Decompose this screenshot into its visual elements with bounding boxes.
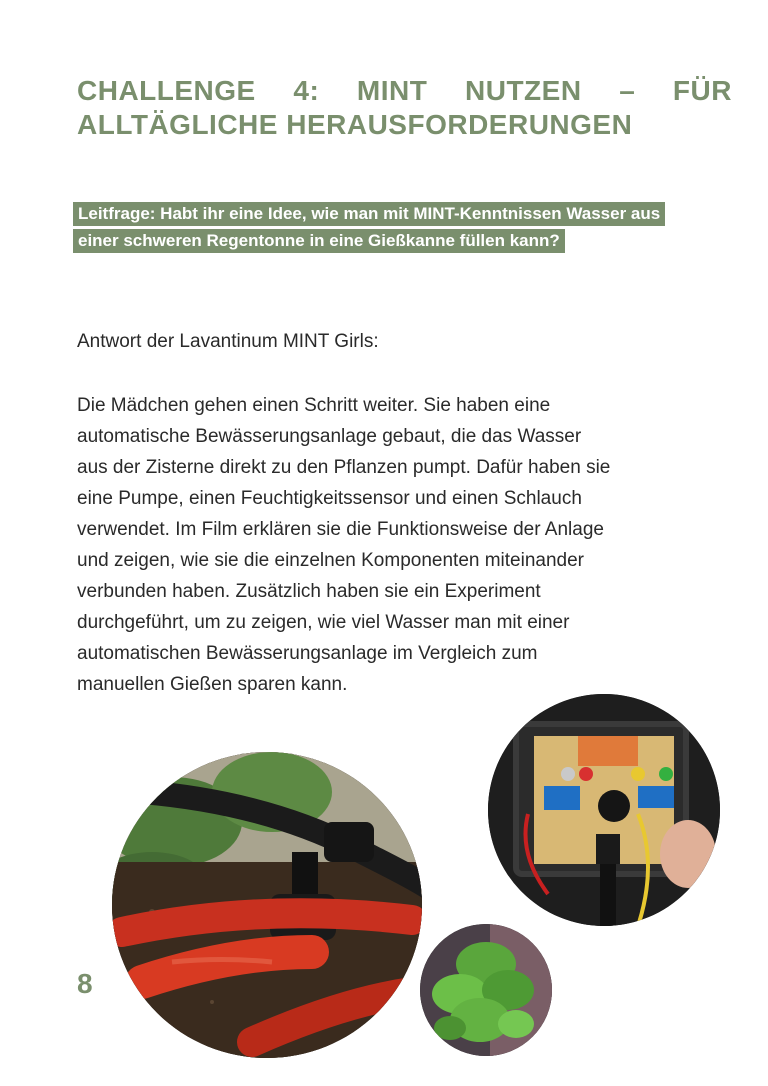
title-word: FÜR <box>672 75 732 106</box>
title-line-2: ALLTÄGLICHE HERAUSFORDERUNGEN <box>77 109 633 140</box>
title-line-1 <box>77 74 732 108</box>
body-line: automatischen Bewässerungsanlage im Vergleich zum <box>77 643 538 664</box>
photo-basil-plant <box>420 924 552 1056</box>
leitfrage-box <box>73 200 683 254</box>
body-line: Die Mädchen gehen einen Schritt weiter. Sie haben eine <box>77 395 551 416</box>
body-line: manuellen Gießen sparen kann. <box>77 674 348 695</box>
title-word: 4: <box>293 75 320 106</box>
body-line: und zeigen, wie sie die einzelnen Komponenten miteinander <box>77 550 585 571</box>
answer-label: Antwort der Lavantinum MINT Girls: <box>77 331 379 352</box>
title-word: MINT <box>356 75 428 106</box>
photo-circuit-board <box>488 694 720 926</box>
body-line: verbunden haben. Zusätzlich haben sie ein Experiment <box>77 581 541 602</box>
title-word: – <box>619 75 636 106</box>
leitfrage-text: Leitfrage: Habt ihr eine Idee, wie man mit MINT-Kenntnissen Wasser aus einer schweren Regentonne in eine Gießkanne füllen kann? <box>73 202 665 253</box>
page-title <box>77 74 732 142</box>
body-line: durchgeführt, um zu zeigen, wie viel Wasser man mit einer <box>77 612 570 633</box>
title-word: NUTZEN <box>465 75 582 106</box>
photo-drip-irrigation <box>112 752 422 1058</box>
page-number: 8 <box>77 968 93 999</box>
body-line: automatische Bewässerungsanlage gebaut, die das Wasser <box>77 426 582 447</box>
answer-body <box>77 390 687 700</box>
body-line: eine Pumpe, einen Feuchtigkeitssensor und einen Schlauch <box>77 488 582 509</box>
body-line: verwendet. Im Film erklären sie die Funktionsweise der Anlage <box>77 519 604 540</box>
body-line: aus der Zisterne direkt zu den Pflanzen pumpt. Dafür haben sie <box>77 457 611 478</box>
title-word: CHALLENGE <box>77 75 256 106</box>
